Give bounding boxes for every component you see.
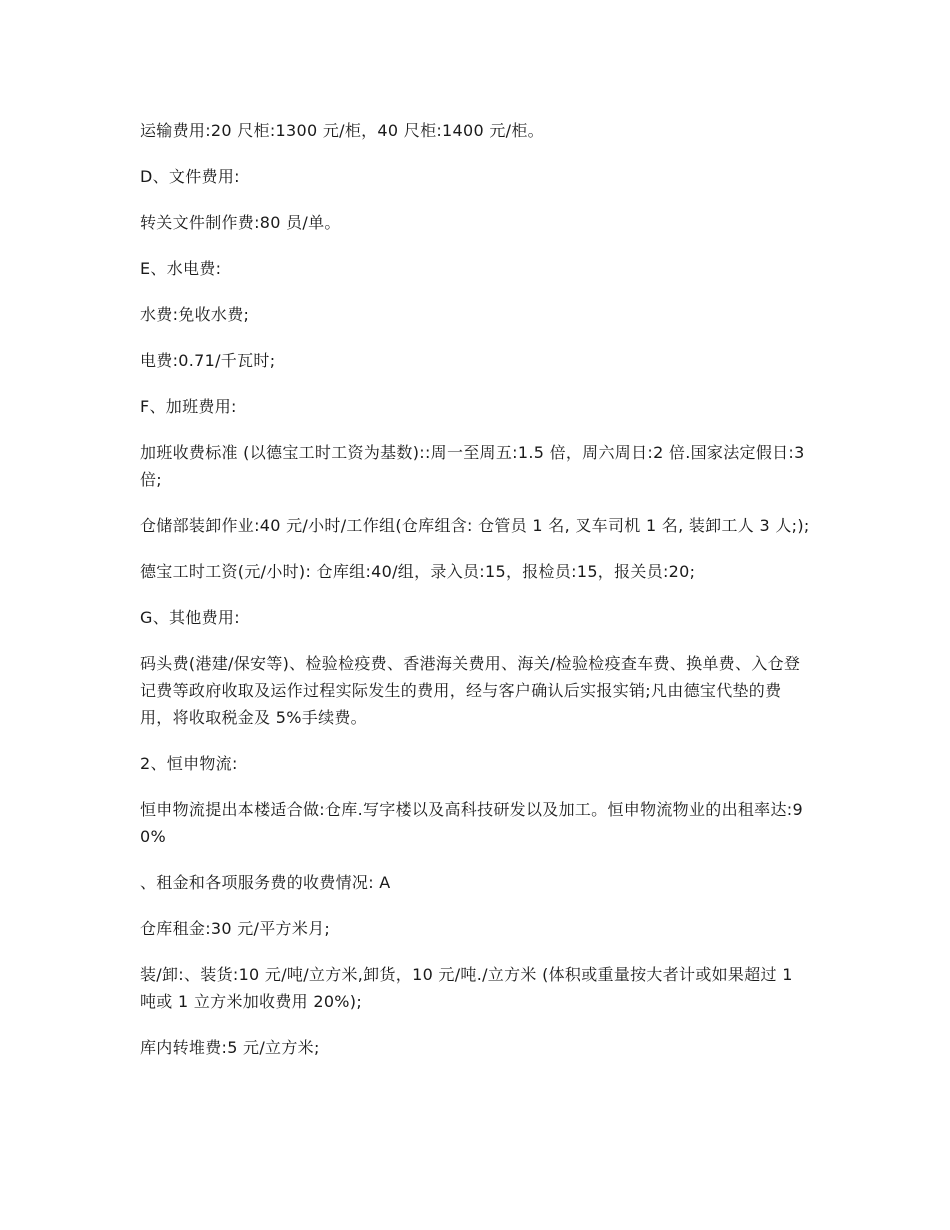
- paragraph-transport-fee: 运输费用:20 尺柜:1300 元/柜，40 尺柜:1400 元/柜。: [140, 121, 544, 140]
- paragraph-overtime-standard: 加班收费标准 (以德宝工时工资为基数)::周一至周五:1.5 倍，周六周日:2 倍.国家法定假日:3 倍;: [140, 443, 805, 489]
- paragraph-water-fee: 水费:免收水费;: [140, 305, 250, 324]
- paragraph-warehouse-rent: 仓库租金:30 元/平方米月;: [140, 919, 331, 938]
- heading-overtime-fee: F、加班费用:: [140, 397, 237, 416]
- paragraph-hourly-wages: 德宝工时工资(元/小时): 仓库组:40/组，录入员:15，报检员:15，报关员:20;: [140, 562, 696, 581]
- heading-hengshen-logistics: 2、恒申物流:: [140, 754, 238, 773]
- paragraph-restacking-fee: 库内转堆费:5 元/立方米;: [140, 1038, 320, 1057]
- paragraph-loading-unloading: 装/卸:、装货:10 元/吨/立方米,卸货，10 元/吨./立方米 (体积或重量按大者计或如果超过 1 吨或 1 立方米加收费用 20%);: [140, 965, 793, 1011]
- paragraph-electricity-fee: 电费:0.71/千瓦时;: [140, 351, 276, 370]
- paragraph-transfer-document-fee: 转关文件制作费:80 员/单。: [140, 213, 341, 232]
- document-body: [140, 117, 812, 1080]
- heading-utilities: E、水电费:: [140, 259, 222, 278]
- paragraph-other-fees-detail: 码头费(港建/保安等)、检验检疫费、香港海关费用、海关/检验检疫查车费、换单费、入仓登记费等政府收取及运作过程实际发生的费用，经与客户确认后实报实销;凡由德宝代垫的费用，将收取税金及 5%手续费。: [140, 654, 801, 727]
- paragraph-hengshen-overview: 恒申物流提出本楼适合做:仓库.写字楼以及高科技研发以及加工。恒申物流物业的出租率达:90%: [140, 800, 803, 846]
- heading-document-fee: D、文件费用:: [140, 167, 240, 186]
- paragraph-warehouse-handling: 仓储部装卸作业:40 元/小时/工作组(仓库组含: 仓管员 1 名, 叉车司机 1 名, 装卸工人 3 人;);: [140, 516, 810, 535]
- heading-other-fees: G、其他费用:: [140, 608, 240, 627]
- paragraph-rent-services-heading: 、租金和各项服务费的收费情况: A: [140, 873, 391, 892]
